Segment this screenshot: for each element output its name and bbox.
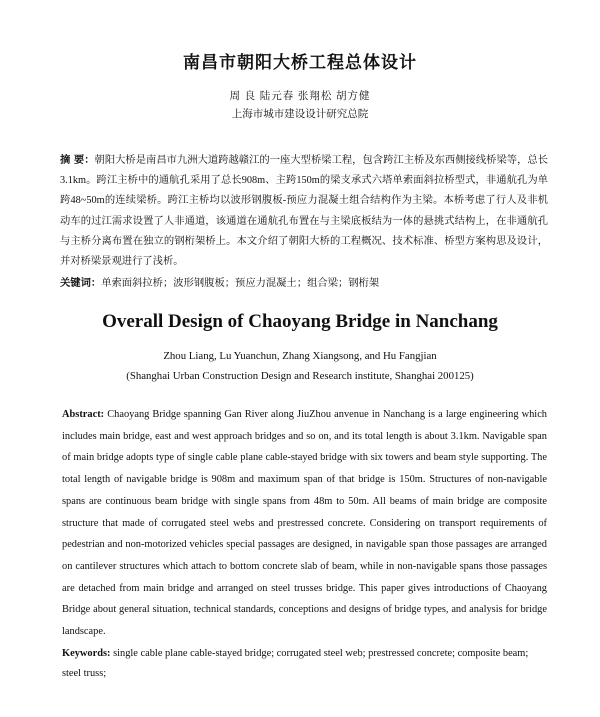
english-abstract-label: Abstract: — [62, 409, 105, 420]
english-authors: Zhou Liang, Lu Yuanchun, Zhang Xiangsong, and Hu Fangjian — [163, 350, 437, 362]
chinese-affiliation: 上海市城市建设设计研究总院 — [231, 109, 369, 120]
english-keywords-label: Keywords: — [62, 648, 111, 659]
chinese-authors: 周 良 陆元春 张翔松 胡方健 — [229, 91, 371, 102]
english-abstract-text: Chaoyang Bridge spanning Gan River along JiuZhou anvenue in Nanchang is a large engineering which includes main bridge, east and west approach bridges and so on, and its total length is about 3.1km. Navigable span of main bridge adopts type of single cable plane cable-stayed bridge with six towers and beam style supporting. The total length of navigable bridge is 908m and maximum span of that bridge is 150m. Structures of non-navigable spans are continuous beam bridge with single spans from 48m to 50m. All beams of main bridge are composite structure that made of corrugated steel webs and prestressed concrete. Considering on transport requirements of pedestrian and non-motorized vehicles special passages are designed, in navigable span those passages are arranged on cantilever structures which attach to bottom concrete slab of beam, while in non-navigable spans those passages are detached from main bridge and arranged on steel trusses bridge. This paper gives introductions of Chaoyang Bridge about general situation, technical standards, conceptions and designs of bridge types, and analysis for bridge landscape. — [62, 409, 547, 638]
chinese-abstract-text: 朝阳大桥是南昌市九洲大道跨越赣江的一座大型桥梁工程，包含跨江主桥及东西侧接线桥梁等，总长3.1km。跨江主桥中的通航孔采用了总长908m、主跨150m的梁支承式六塔单索面斜拉桥型式，非通航孔为单跨48~50m的连续梁桥。跨江主桥均以波形钢腹板-预应力混凝土组合结构作为主梁。本桥考虑了行人及非机动车的过江需求设置了人非通道，该通道在通航孔布置在与主梁底板结为一体的悬挑式结构上，在非通航孔与主桥分离布置在独立的钢桁架桥上。本文介绍了朝阳大桥的工程概况、技术标准、桥型方案构思及设计，并对桥梁景观进行了浅析。 — [60, 155, 548, 268]
english-abstract — [62, 404, 547, 643]
chinese-keywords-text: 单索面斜拉桥；波形钢腹板；预应力混凝土；组合梁；钢桁架 — [101, 278, 380, 289]
english-keywords-text: single cable plane cable-stayed bridge; corrugated steel web; prestressed concrete; composite beam; steel truss; — [62, 648, 529, 679]
chinese-abstract-label: 摘 要： — [60, 154, 95, 166]
chinese-title: 南昌市朝阳大桥工程总体设计 — [183, 53, 417, 73]
chinese-keywords — [60, 274, 548, 289]
english-title: Overall Design of Chaoyang Bridge in Nanchang — [102, 311, 498, 332]
english-affiliation: (Shanghai Urban Construction Design and Research institute, Shanghai 200125) — [126, 370, 474, 382]
english-keywords — [62, 644, 547, 684]
chinese-keywords-label: 关键词： — [60, 277, 102, 289]
chinese-abstract — [60, 150, 548, 272]
